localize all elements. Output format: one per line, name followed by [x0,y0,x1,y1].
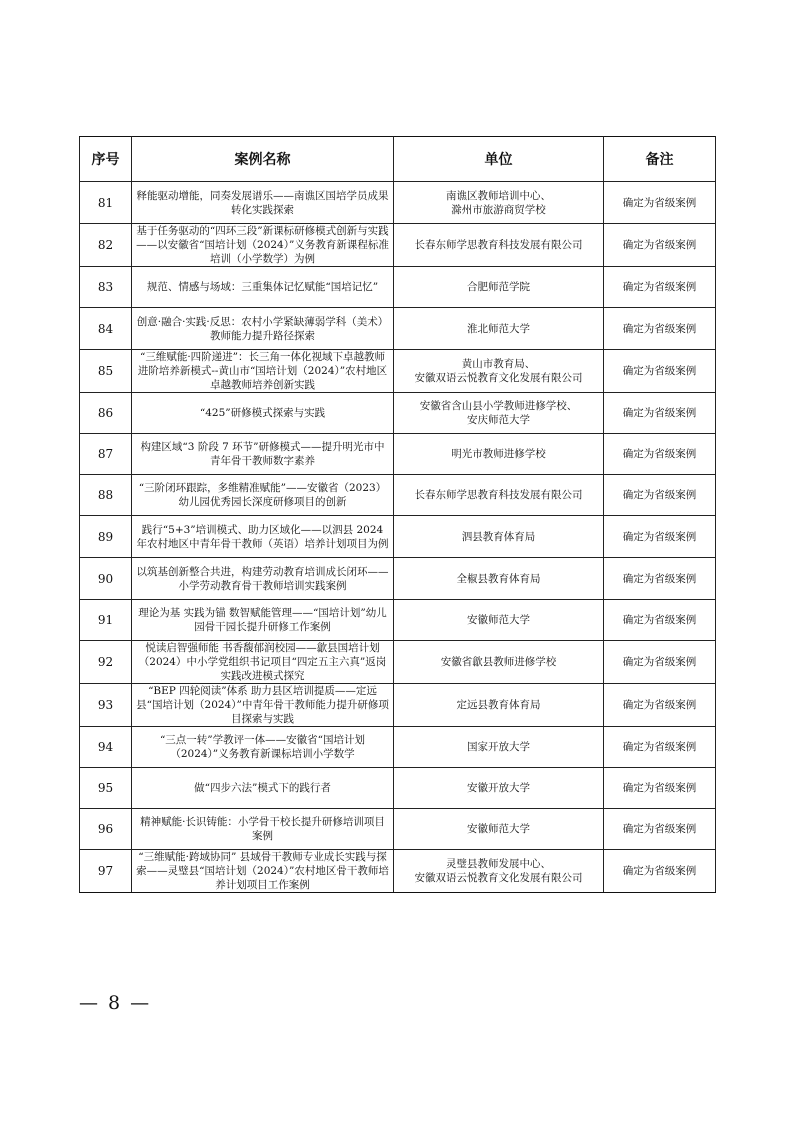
row-unit: 安徽师范大学 [394,600,604,641]
header-remark: 备注 [604,137,716,182]
table-row [80,434,716,475]
row-title: “三阶闭环跟踪，多维精准赋能”——安徽省（2023）幼儿园优秀园长深度研修项目的创新 [132,475,394,516]
row-title: 悦读启智强师能 书香馥郁润校园——歙县国培计划（2024）中小学党组织书记项目“四定五主六真”返岗实践改进模式探究 [132,641,394,684]
header-unit: 单位 [394,137,604,182]
row-title: 创意·融合·实践·反思：农村小学紧缺薄弱学科（美术）教师能力提升路径探索 [132,308,394,350]
row-title: 理论为基 实践为锚 数智赋能管理——“国培计划”幼儿园骨干园长提升研修工作案例 [132,600,394,641]
table-row [80,558,716,600]
table-row [80,224,716,267]
row-remark: 确定为省级案例 [604,768,716,809]
table-row [80,768,716,809]
row-remark: 确定为省级案例 [604,558,716,600]
row-remark: 确定为省级案例 [604,600,716,641]
row-unit: 安徽开放大学 [394,768,604,809]
row-unit: 黄山市教育局、 安徽双语云悦教育文化发展有限公司 [394,350,604,393]
row-title: 基于任务驱动的“四环三段”新课标研修模式创新与实践——以安徽省“国培计划（2024）”义务教育新课程标准培训（小学数学）为例 [132,224,394,267]
row-remark: 确定为省级案例 [604,641,716,684]
page-number: — 8 — [79,992,152,1014]
row-number: 92 [80,641,132,684]
row-remark: 确定为省级案例 [604,475,716,516]
row-title: 以筑基创新整合共进，构建劳动教育培训成长闭环——小学劳动教育骨干教师培训实践案例 [132,558,394,600]
row-title: 规范、情感与场域：三重集体记忆赋能“国培记忆” [132,267,394,308]
row-number: 93 [80,684,132,727]
row-title: “BEP 四轮阅读”体系 助力县区培训提质——定远县“国培计划（2024）”中青年骨干教师能力提升研修项目探索与实践 [132,684,394,727]
row-number: 85 [80,350,132,393]
row-title: “三点一转”学教评一体——安徽省“国培计划（2024）”义务教育新课标培训小学数学 [132,727,394,768]
table-row [80,267,716,308]
row-number: 87 [80,434,132,475]
table-row [80,684,716,727]
row-title: 做“四步六法”模式下的践行者 [132,768,394,809]
row-unit: 南谯区教师培训中心、 滁州市旅游商贸学校 [394,182,604,224]
table-row [80,475,716,516]
row-number: 82 [80,224,132,267]
row-number: 94 [80,727,132,768]
table-row [80,393,716,434]
row-unit: 合肥师范学院 [394,267,604,308]
row-unit: 安徽省歙县教师进修学校 [394,641,604,684]
row-unit: 国家开放大学 [394,727,604,768]
row-unit: 灵璧县教师发展中心、 安徽双语云悦教育文化发展有限公司 [394,850,604,893]
row-number: 83 [80,267,132,308]
row-number: 90 [80,558,132,600]
row-unit: 定远县教育体育局 [394,684,604,727]
row-number: 95 [80,768,132,809]
row-title: 精神赋能·长识铸能：小学骨干校长提升研修培训项目案例 [132,809,394,850]
row-number: 91 [80,600,132,641]
row-title: “三维赋能·四阶递进”：长三角一体化视域下卓越教师进阶培养新模式--黄山市“国培计划（2024）”农村地区卓越教师培养创新实践 [132,350,394,393]
row-remark: 确定为省级案例 [604,308,716,350]
row-unit: 泗县教育体育局 [394,516,604,558]
row-remark: 确定为省级案例 [604,224,716,267]
table-row [80,809,716,850]
row-unit: 长春东师学思教育科技发展有限公司 [394,475,604,516]
table-body [80,182,716,893]
row-remark: 确定为省级案例 [604,684,716,727]
row-number: 89 [80,516,132,558]
row-number: 96 [80,809,132,850]
row-remark: 确定为省级案例 [604,350,716,393]
row-title: “三维赋能·跨域协同” 县域骨干教师专业成长实践与探索——灵璧县“国培计划（2024）”农村地区骨干教师培养计划项目工作案例 [132,850,394,893]
row-unit: 长春东师学思教育科技发展有限公司 [394,224,604,267]
case-table [79,136,716,893]
row-number: 86 [80,393,132,434]
row-number: 81 [80,182,132,224]
row-number: 97 [80,850,132,893]
table-row [80,850,716,893]
row-remark: 确定为省级案例 [604,809,716,850]
row-title: 构建区域“3 阶段 7 环节”研修模式——提升明光市中青年骨干教师数字素养 [132,434,394,475]
row-remark: 确定为省级案例 [604,267,716,308]
row-remark: 确定为省级案例 [604,434,716,475]
row-unit: 安徽师范大学 [394,809,604,850]
row-unit: 安徽省含山县小学教师进修学校、 安庆师范大学 [394,393,604,434]
header-number: 序号 [80,137,132,182]
row-remark: 确定为省级案例 [604,182,716,224]
row-title: “425”研修模式探索与实践 [132,393,394,434]
header-title: 案例名称 [132,137,394,182]
row-unit: 明光市教师进修学校 [394,434,604,475]
row-number: 88 [80,475,132,516]
row-unit: 全椒县教育体育局 [394,558,604,600]
row-remark: 确定为省级案例 [604,727,716,768]
row-number: 84 [80,308,132,350]
table-row [80,641,716,684]
row-remark: 确定为省级案例 [604,850,716,893]
row-remark: 确定为省级案例 [604,393,716,434]
row-title: 践行“5+3”培训模式、助力区域化——以泗县 2024 年农村地区中青年骨干教师（英语）培养计划项目为例 [132,516,394,558]
table-row [80,516,716,558]
table-header-row [80,137,716,182]
table-row [80,727,716,768]
table-row [80,600,716,641]
table-row [80,182,716,224]
table-row [80,350,716,393]
row-unit: 淮北师范大学 [394,308,604,350]
table-row [80,308,716,350]
row-remark: 确定为省级案例 [604,516,716,558]
row-title: 释能驱动增能，同奏发展谱乐——南谯区国培学员成果转化实践探索 [132,182,394,224]
